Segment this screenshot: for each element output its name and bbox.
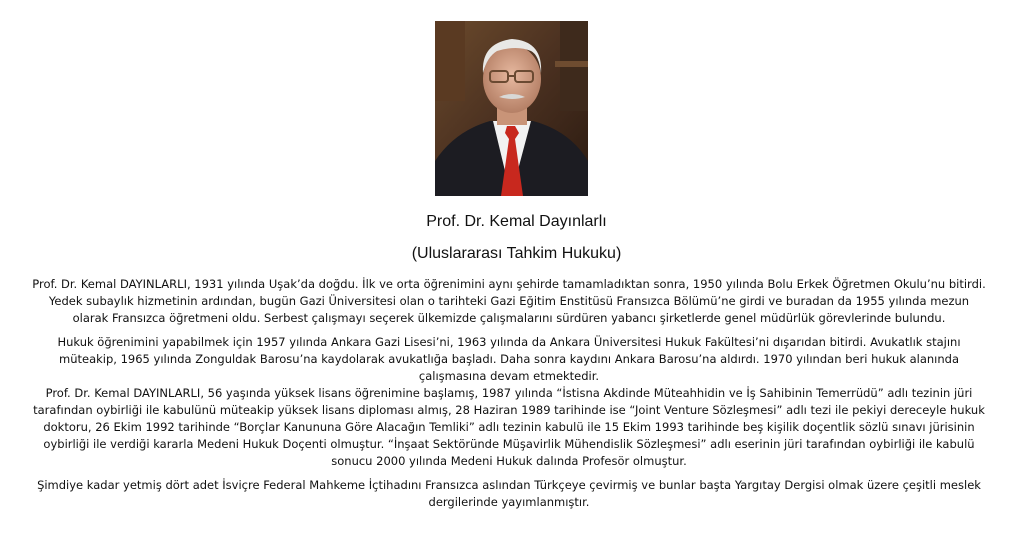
bio-paragraph: Prof. Dr. Kemal DAYINLARLI, 1931 yılında Uşak’da doğdu. İlk ve orta öğrenimini aynı şehirde tamamladıktan sonra, 1950 yılında Bolu Erkek Öğretmen Okulu’nu bitirdi. Yedek subaylık hizmetinin ardından, bugün Gazi Üniversitesi olan o tarihteki Gazi Eğitim Enstitüsü Fransızca Bölümü’ne girdi ve buradan da 1955 yılında mezun olarak Fransızca öğretmeni oldu. Serbest çalışmayı seçerek ülkemizde çalışmalarını sürdüren yabancı şirketlerde genel müdürlük görevlerinde bulundu.: [32, 277, 986, 325]
specialty-title: (Uluslararası Tahkim Hukuku): [411, 245, 622, 262]
portrait-photo: [435, 21, 588, 196]
person-name: Prof. Dr. Kemal Dayınlarlı: [426, 213, 607, 230]
bio-paragraph: Prof. Dr. Kemal DAYINLARLI, 56 yaşında yüksek lisans öğrenimine başlamış, 1987 yılında “İstisna Akdinde Müteahhidin ve İş Sahibinin Temerrüdü” adlı tezinin jüri tarafından oybirliği ile kabulünü müteakip yüksek lisans diploması almış, 28 Haziran 1989 tarihinde ise “Joint Venture Sözleşmesi” adlı tezi ile pekiyi dereceyle hukuk doktoru, 26 Ekim 1992 tarihinde “Borçlar Kanununa Göre Alacağın Temliki” adlı tezinin kabulü ile 15 Ekim 1993 tarihinde beş kişilik doçentlik sözlü sınavı jürisinin oybirliği ile verdiği kararla Medeni Hukuk Doçenti olmuştur. “İnşaat Sektöründe Müşavirlik Mühendislik Sözleşmesi” adlı eserinin jüri tarafından oybirliği ile kabulü sonucu 2000 yılında Medeni Hukuk dalında Profesör olmuştur.: [33, 386, 985, 468]
biography: [30, 276, 988, 511]
bio-paragraph: Şimdiye kadar yetmiş dört adet İsviçre Federal Mahkeme İçtihadını Fransızca aslından Türkçeye çevirmiş ve bunlar başta Yargıtay Dergisi olmak üzere çeşitli meslek dergilerinde yayımlanmıştır.: [37, 478, 981, 509]
bio-paragraph: Hukuk öğrenimini yapabilmek için 1957 yılında Ankara Gazi Lisesi’ni, 1963 yılında da Ankara Üniversitesi Hukuk Fakültesi’ni dışarıdan bitirdi. Avukatlık stajını müteakip, 1965 yılında Zonguldak Barosu’na kaydolarak avukatlığa başladı. Daha sonra kaydını Ankara Barosu’na aldırdı. 1970 yılından beri hukuk alanında çalışmasına devam etmektedir.: [57, 335, 961, 383]
